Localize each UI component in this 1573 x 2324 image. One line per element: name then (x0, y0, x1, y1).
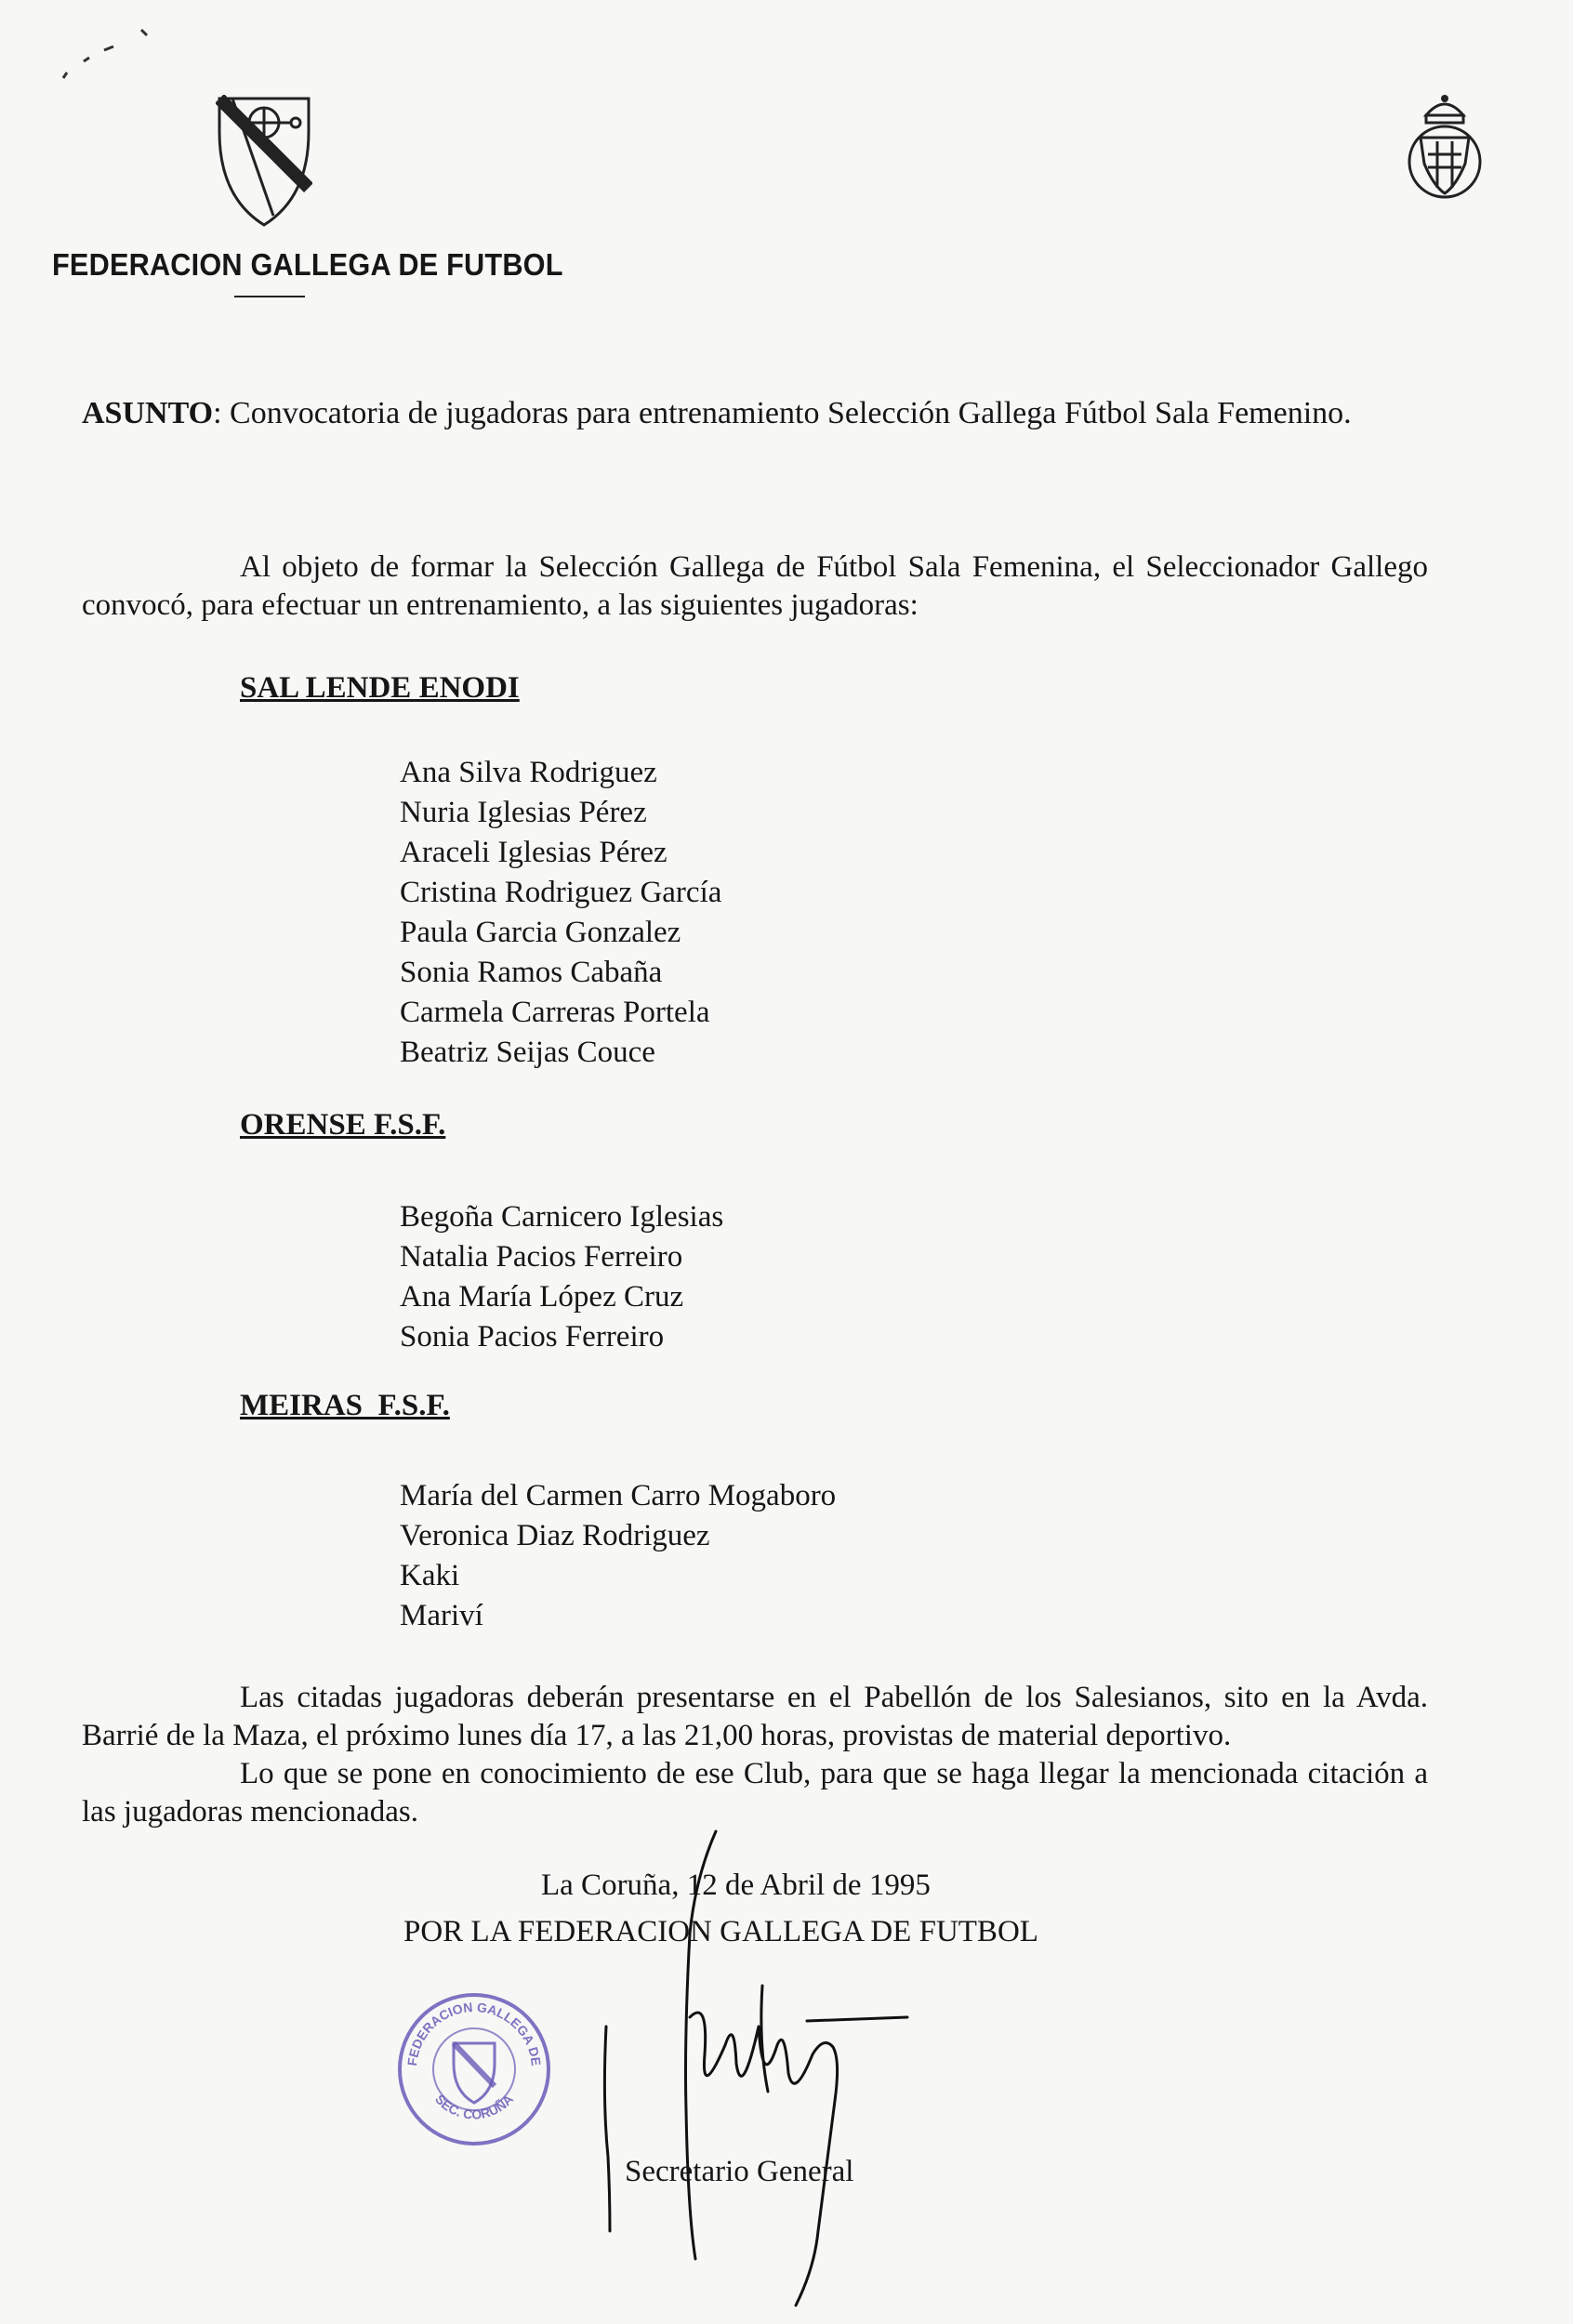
club-heading: MEIRAS F.S.F. (240, 1389, 450, 1422)
stamp-bottom-text: SEC. CORUÑA (432, 2091, 516, 2122)
signatory-title: Secretario General (625, 2155, 854, 2188)
place-date: La Coruña, 12 de Abril de 1995 (541, 1868, 931, 1902)
header-rule (234, 296, 305, 297)
player-name: Cristina Rodriguez García (400, 876, 722, 909)
player-name: Araceli Iglesias Pérez (400, 836, 668, 869)
player-name: Ana Silva Rodriguez (400, 756, 657, 789)
svg-text:SEC. CORUÑA (432, 2092, 516, 2122)
handwritten-signature (586, 1822, 920, 2324)
player-list (400, 753, 721, 1073)
player-name: Sonia Ramos Cabaña (400, 956, 663, 989)
club-heading: SAL LENDE ENODI (240, 671, 520, 705)
subject-label: ASUNTO (82, 396, 214, 430)
stamp-top-text: FEDERACION GALLEGA DE (404, 1999, 544, 2067)
intro-paragraph (82, 548, 1428, 625)
closing-paragraph (82, 1679, 1428, 1755)
player-name: Veronica Diaz Rodriguez (400, 1519, 710, 1552)
player-name: Carmela Carreras Portela (400, 996, 710, 1029)
club-heading: ORENSE F.S.F. (240, 1108, 446, 1142)
player-name: Beatriz Seijas Couce (400, 1036, 655, 1069)
player-name: Kaki (400, 1559, 460, 1592)
player-name: Sonia Pacios Ferreiro (400, 1320, 665, 1353)
player-name: Paula Garcia Gonzalez (400, 916, 681, 949)
subject-text: : Convocatoria de jugadoras para entrenamiento Selección Gallega Fútbol Sala Femenino. (213, 396, 1352, 430)
federation-name: FEDERACION GALLEGA DE FUTBOL (52, 247, 563, 282)
svg-text:FEDERACION GALLEGA DE (404, 2000, 544, 2067)
player-name: María del Carmen Carro Mogaboro (400, 1479, 837, 1512)
closing-text: Las citadas jugadoras deberán presentarse en el Pabellón de los Salesianos, sito en la Avda. Barrié de la Maza, el próximo lunes día 17, a las 21,00 horas, provistas de material deportivo. (82, 1681, 1428, 1752)
player-name: Nuria Iglesias Pérez (400, 796, 647, 829)
player-name: Mariví (400, 1599, 483, 1632)
subject-line (82, 396, 1352, 431)
player-name: Begoña Carnicero Iglesias (400, 1200, 724, 1234)
player-list (400, 1197, 723, 1357)
scan-speck-mark (58, 26, 169, 82)
intro-text: Al objeto de formar la Selección Gallega de Fútbol Sala Femenina, el Seleccionador Gallego convocó, para efectuar un entrenamiento, a las siguientes jugadoras: (82, 550, 1428, 622)
closing-paragraph (82, 1755, 1428, 1831)
player-list (400, 1476, 836, 1636)
royal-federation-crest-icon (1400, 89, 1489, 205)
signoff-federation: POR LA FEDERACION GALLEGA DE FUTBOL (403, 1915, 1038, 1948)
player-name: Ana María López Cruz (400, 1280, 684, 1314)
player-name: Natalia Pacios Ferreiro (400, 1240, 683, 1274)
closing-text: Lo que se pone en conocimiento de ese Club, para que se haga llegar la mencionada citación a las jugadoras mencionadas. (82, 1757, 1428, 1829)
federation-stamp-icon (394, 1989, 554, 2149)
federation-crest-icon (216, 95, 312, 229)
